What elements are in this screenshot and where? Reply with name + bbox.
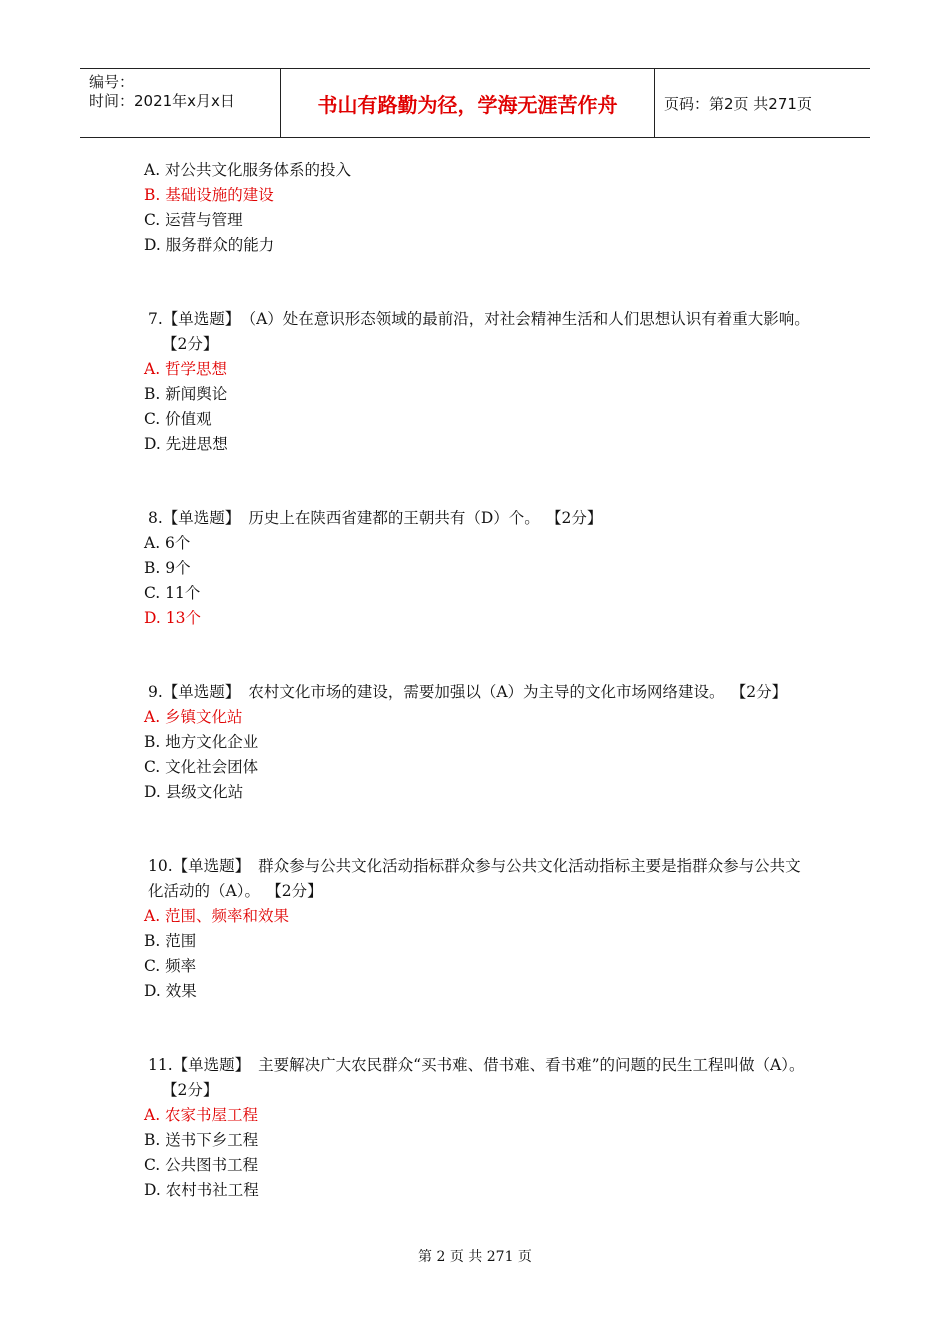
question-block — [144, 506, 814, 631]
header-meta — [80, 69, 281, 137]
time-label: 时间：2021年x月x日 — [89, 92, 235, 110]
question-block — [144, 680, 814, 805]
question-stem — [144, 680, 814, 705]
option-line: B. 地方文化企业 — [144, 733, 259, 751]
previous-question-options — [144, 158, 814, 258]
question-block — [144, 307, 814, 457]
header-motto: 书山有路勤为径，学海无涯苦作舟 — [281, 69, 655, 137]
question-score: 【2分】 — [162, 335, 219, 353]
question-type: 【单选题】 — [162, 683, 241, 701]
option-line-correct: D. 13个 — [144, 609, 201, 627]
question-score: 【2分】 — [553, 509, 603, 527]
question-stem — [144, 506, 814, 531]
option-line: C. 公共图书工程 — [144, 1156, 259, 1174]
option-line-correct: A. 哲学思想 — [144, 360, 228, 378]
option-line: D. 农村书社工程 — [144, 1181, 259, 1199]
option-line: D. 服务群众的能力 — [144, 236, 275, 254]
question-text: 农村文化市场的建设，需要加强以（A）为主导的文化市场网络建设。 — [248, 683, 725, 701]
question-block — [144, 854, 814, 1004]
question-stem — [144, 1053, 814, 1103]
question-number: 9. — [148, 683, 163, 701]
question-number: 10. — [148, 857, 173, 875]
option-line: D. 效果 — [144, 982, 197, 1000]
option-line: D. 县级文化站 — [144, 783, 244, 801]
page-header — [80, 68, 870, 138]
option-line: A. 6个 — [144, 534, 191, 552]
question-text: 历史上在陕西省建都的王朝共有（D）个。 — [248, 509, 540, 527]
question-text: 群众参与公共文化活动指标群众参与公共文化活动指标主要是指群众参与公共文化活动的（A）。 — [148, 857, 801, 900]
option-line: B. 送书下乡工程 — [144, 1131, 259, 1149]
question-text: 主要解决广大农民群众“买书难、借书难、看书难”的问题的民生工程叫做（A）。 — [258, 1056, 805, 1074]
question-score: 【2分】 — [162, 1081, 219, 1099]
option-line-correct: A. 乡镇文化站 — [144, 708, 243, 726]
question-text: （A）处在意识形态领域的最前沿，对社会精神生活和人们思想认识有着重大影响。 — [248, 310, 810, 328]
question-stem — [144, 307, 814, 357]
question-type: 【单选题】 — [162, 310, 241, 328]
option-line-correct: A. 范围、频率和效果 — [144, 907, 290, 925]
option-line: D. 先进思想 — [144, 435, 228, 453]
question-number: 11. — [148, 1056, 173, 1074]
question-block — [144, 1053, 814, 1203]
question-type: 【单选题】 — [162, 509, 241, 527]
question-score: 【2分】 — [738, 683, 788, 701]
option-line: C. 11个 — [144, 584, 201, 602]
option-line: C. 价值观 — [144, 410, 212, 428]
option-line-correct: B. 基础设施的建设 — [144, 186, 274, 204]
question-type: 【单选题】 — [172, 1056, 251, 1074]
option-line: C. 频率 — [144, 957, 197, 975]
page-footer: 第 2 页 共 271 页 — [418, 1249, 532, 1265]
question-number: 7. — [148, 310, 163, 328]
option-line: C. 文化社会团体 — [144, 758, 259, 776]
question-list — [144, 158, 814, 1203]
option-line-correct: A. 农家书屋工程 — [144, 1106, 259, 1124]
number-label: 编号： — [89, 73, 135, 91]
option-line: B. 范围 — [144, 932, 197, 950]
header-page-info: 页码：第2页 共271页 — [664, 94, 812, 113]
question-score: 【2分】 — [273, 882, 323, 900]
option-line: B. 9个 — [144, 559, 191, 577]
question-stem — [144, 854, 814, 904]
question-number: 8. — [148, 509, 163, 527]
option-line: B. 新闻舆论 — [144, 385, 228, 403]
question-type: 【单选题】 — [172, 857, 251, 875]
option-line: C. 运营与管理 — [144, 211, 243, 229]
option-line: A. 对公共文化服务体系的投入 — [144, 161, 352, 179]
